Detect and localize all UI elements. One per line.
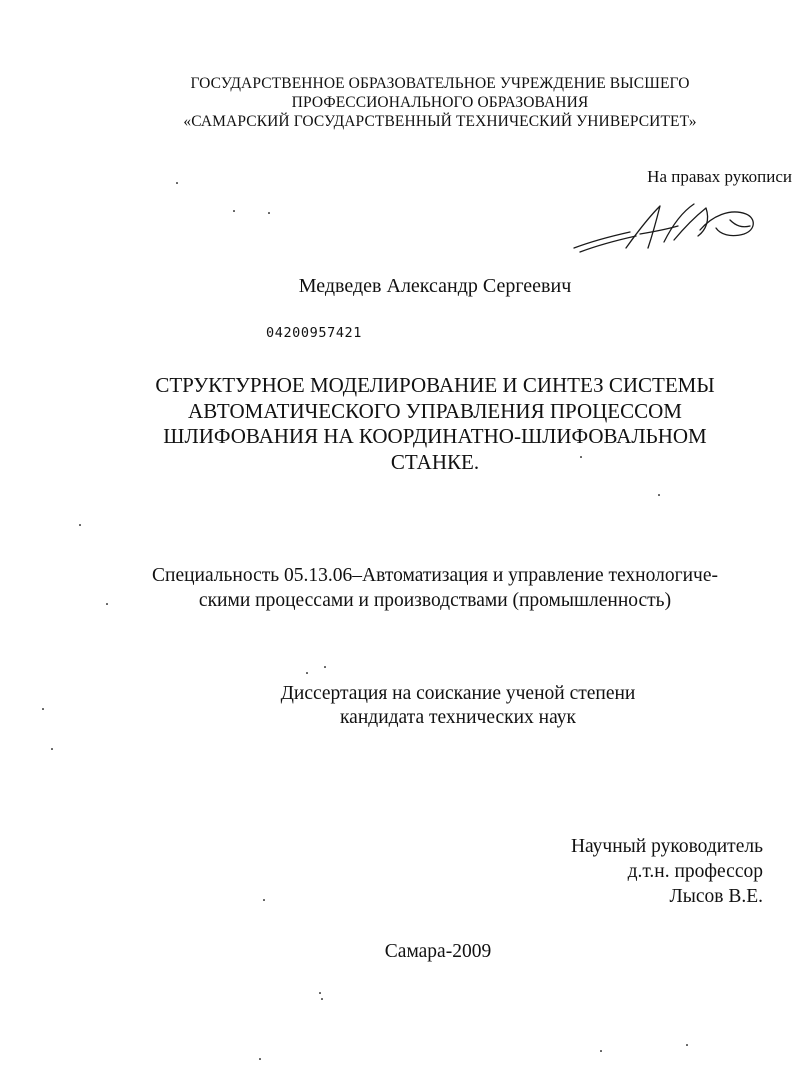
degree-line-2: кандидата технических наук: [340, 707, 576, 728]
institution-header: [120, 74, 760, 131]
institution-line-2: ПРОФЕССИОНАЛЬНОГО ОБРАЗОВАНИЯ: [291, 94, 589, 111]
institution-line-3: «САМАРСКИЙ ГОСУДАРСТВЕННЫЙ ТЕХНИЧЕСКИЙ УНИВЕРСИТЕТ»: [183, 113, 697, 130]
scan-speck: [658, 494, 660, 496]
scan-speck: [686, 1044, 688, 1046]
institution-line-1: ГОСУДАРСТВЕННОЕ ОБРАЗОВАТЕЛЬНОЕ УЧРЕЖДЕНИЕ ВЫСШЕГО: [190, 75, 690, 92]
title-line-4: СТАНКЕ.: [390, 449, 480, 474]
scan-speck: [580, 456, 582, 458]
scan-speck: [106, 603, 108, 605]
manuscript-rights-note: На правах рукописи: [647, 167, 792, 186]
author-signature: [560, 196, 770, 266]
title-line-2: АВТОМАТИЧЕСКОГО УПРАВЛЕНИЯ ПРОЦЕССОМ: [188, 398, 682, 423]
supervisor-role: Научный руководитель: [570, 836, 763, 857]
title-line-3: ШЛИФОВАНИЯ НА КООРДИНАТНО-ШЛИФОВАЛЬНОМ: [163, 424, 707, 448]
supervisor-name: Лысов В.Е.: [669, 886, 763, 907]
scan-speck: [319, 992, 321, 994]
supervisor-block: [470, 834, 763, 909]
scan-speck: [600, 1050, 602, 1052]
specialty-block: [100, 563, 770, 613]
city-year: Самара-2009: [384, 941, 492, 962]
registry-code: 04200957421: [266, 325, 363, 341]
scan-speck: [263, 899, 265, 901]
scan-speck: [321, 998, 323, 1000]
degree-line-1: Диссертация на соискание ученой степени: [280, 683, 636, 704]
scan-speck: [51, 748, 53, 750]
degree-block: [200, 682, 716, 730]
scan-speck: [259, 1058, 261, 1060]
specialty-line-2: скими процессами и производствами (промышленность): [198, 590, 672, 611]
scan-speck: [233, 210, 235, 212]
author-name: Медведев Александр Сергеевич: [298, 275, 572, 297]
title-line-1: СТРУКТУРНОЕ МОДЕЛИРОВАНИЕ И СИНТЕЗ СИСТЕМЫ: [155, 373, 715, 397]
scan-speck: [79, 524, 81, 526]
scan-speck: [42, 708, 44, 710]
dissertation-title: [100, 373, 770, 475]
scan-speck: [306, 672, 308, 674]
scan-speck: [268, 212, 270, 214]
supervisor-rank: д.т.н. профессор: [627, 861, 763, 882]
scan-speck: [176, 182, 178, 184]
scan-speck: [324, 666, 326, 668]
specialty-line-1: Специальность 05.13.06–Автоматизация и управление технологиче-: [152, 565, 718, 586]
